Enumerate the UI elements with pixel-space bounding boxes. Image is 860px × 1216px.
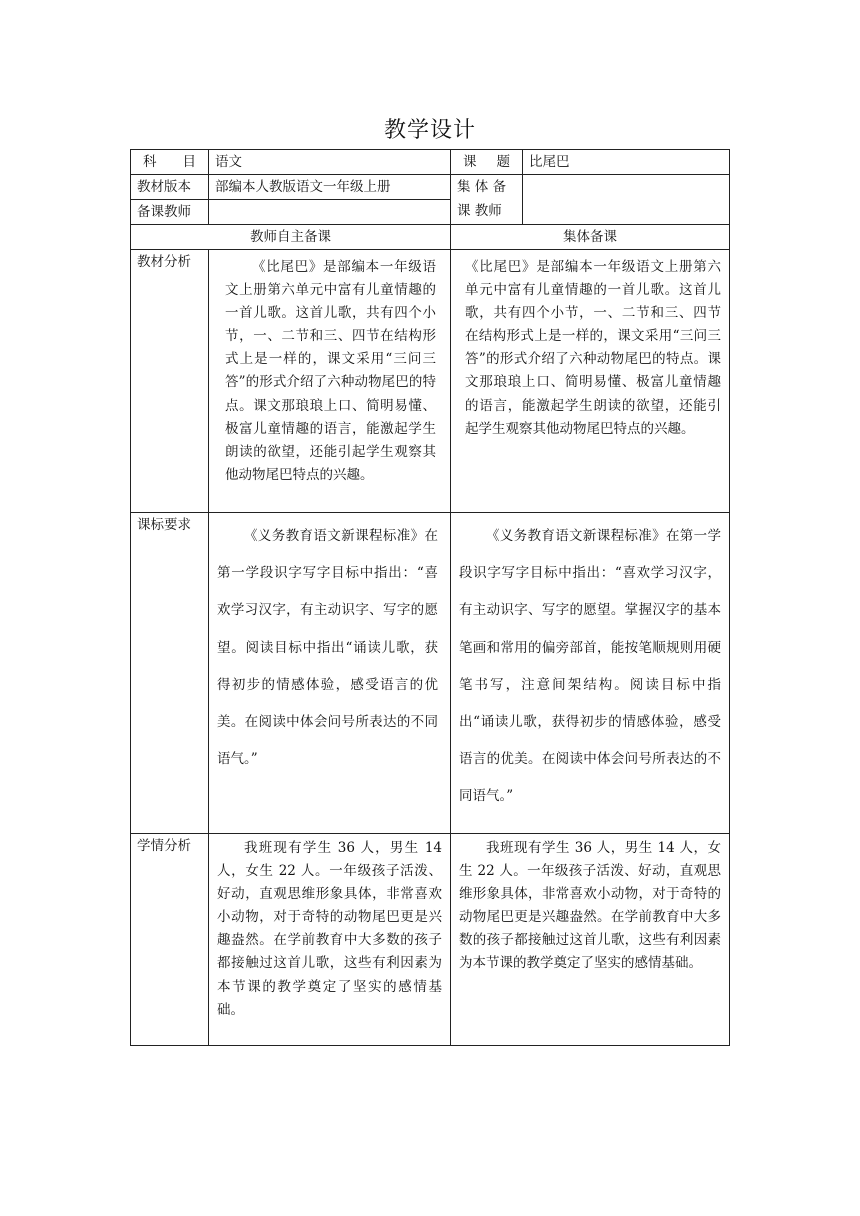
section-row-textbook-analysis	[131, 250, 730, 513]
collective-teacher-label-line: 课 教师	[457, 203, 502, 219]
lesson-plan-table	[130, 149, 730, 1046]
section-self-text-cell	[209, 513, 451, 834]
edition-label: 教材版本	[131, 175, 209, 200]
page-title: 教学设计	[383, 118, 476, 143]
subject-label	[131, 150, 209, 175]
topic-label-char: 题	[496, 154, 510, 170]
subject-value: 语文	[209, 150, 451, 175]
section-collective-text-cell	[451, 513, 730, 834]
edition-row	[131, 175, 730, 200]
subject-row	[131, 150, 730, 175]
section-collective-text: 《比尾巴》是部编本一年级语文上册第六单元中富有儿童情趣的一首儿歌。这首儿歌，共有四个小节，一、二节和三、四节在结构形式上是一样的，课文采用“三问三答”的形式介绍了六种动物尾巴的特点。课文那琅琅上口、简明易懂、极富儿童情趣的语言，能激起学生朗读的欲望，还能引起学生观察其他动物尾巴特点的兴趣。	[465, 259, 721, 437]
section-collective-text: 我班现有学生 36 人，男生 14 人，女生 22 人。一年级孩子活泼、好动，直观思维形象具体，非常喜欢小动物，对于奇特的动物尾巴更是兴趣盎然。在学前教育中大多数的孩子都接触过这首儿歌，这些有利因素为本节课的教学奠定了坚实的感情基础。	[459, 840, 721, 972]
section-row-learner-analysis	[131, 834, 730, 1046]
section-collective-text: 《义务教育语文新课程标准》在第一学段识字写字目标中指出：“喜欢学习汉字，有主动识字、写字的愿望。掌握汉字的基本笔画和常用的偏旁部首，能按笔顺规则用硬笔书写，注意间架结构。阅读目标中指出“诵读儿歌，获得初步的情感体验，感受语言的优美。在阅读中体会问号所表达的不同语气。”	[459, 528, 721, 805]
prep-teacher-value	[209, 200, 451, 225]
subject-label-char: 科	[143, 154, 157, 170]
column-header-row	[131, 225, 730, 250]
collective-teacher-value	[523, 175, 730, 225]
section-self-text-cell	[209, 834, 451, 1046]
collective-teacher-label-line: 集 体 备	[457, 179, 507, 195]
topic-label	[451, 150, 523, 175]
collective-teacher-label	[451, 175, 523, 225]
section-self-text: 《义务教育语文新课程标准》在第一学段识字写字目标中指出：“喜欢学习汉字，有主动识字、写字的愿望。阅读目标中指出“诵读儿歌，获得初步的情感体验，感受语言的优美。在阅读中体会问号所表达的不同语气。”	[217, 528, 438, 768]
section-self-text: 《比尾巴》是部编本一年级语文上册第六单元中富有儿童情趣的一首儿歌。这首儿歌，共有四个小节，一、二节和三、四节在结构形式上是一样的，课文采用“三问三答”的形式介绍了六种动物尾巴的特点。课文那琅琅上口、简明易懂、极富儿童情趣的语言，能激起学生朗读的欲望，还能引起学生观察其他动物尾巴特点的兴趣。	[225, 259, 436, 483]
section-self-text: 我班现有学生 36 人，男生 14 人，女生 22 人。一年级孩子活泼、好动，直观思维形象具体，非常喜欢小动物，对于奇特的动物尾巴更是兴趣盎然。在学前教育中大多数的孩子都接触过这首儿歌，这些有利因素为本节课的教学奠定了坚实的感情基础。	[217, 840, 442, 1018]
edition-value: 部编本人教版语文一年级上册	[209, 175, 451, 200]
subject-label-char: 目	[182, 154, 196, 170]
section-collective-text-cell	[451, 250, 730, 513]
section-label: 教材分析	[131, 250, 209, 513]
section-label: 学情分析	[131, 834, 209, 1046]
prep-teacher-label: 备课教师	[131, 200, 209, 225]
section-self-text-cell	[209, 250, 451, 513]
section-collective-text-cell	[451, 834, 730, 1046]
section-label: 课标要求	[131, 513, 209, 834]
collective-prep-header: 集体备课	[451, 225, 730, 250]
topic-value: 比尾巴	[523, 150, 730, 175]
section-row-curriculum-standard	[131, 513, 730, 834]
topic-label-char: 课	[463, 154, 477, 170]
self-prep-header: 教师自主备课	[131, 225, 451, 250]
